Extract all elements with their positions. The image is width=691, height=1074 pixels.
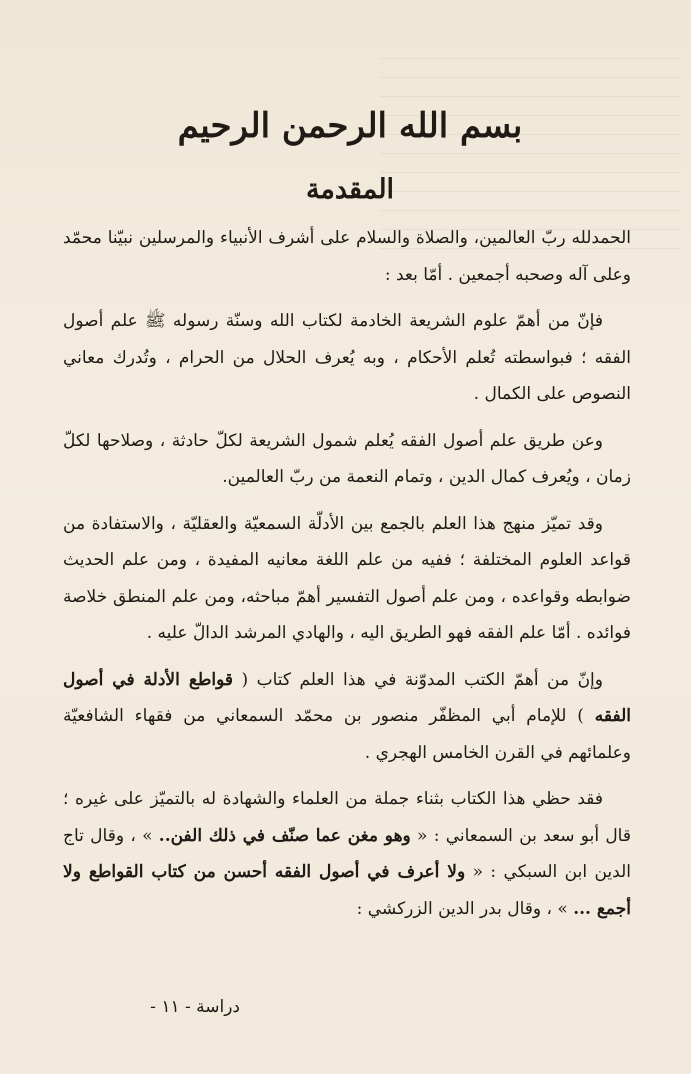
paragraph bbox=[63, 662, 631, 772]
text-segment: » ، وقال تاج الدين ابن السبكي : « bbox=[63, 825, 631, 882]
body-text bbox=[63, 220, 631, 937]
bold-quote: قواطع الأدلة في أصول الفقه bbox=[63, 669, 631, 726]
text-segment: وقد تميّز منهج هذا العلم بالجمع بين الأدلّة السمعيّة والعقليّة ، والاستفادة من قواعد العلوم المختلفة ؛ ففيه من علم اللغة معانيه المفيدة ، ومن علم الحديث ضوابطه وقواعده ، ومن علم أصول التفسير أهمّ مباحثه، ومن علم المنطق خلاصة فوائده . أمّا علم الفقه فهو الطريق اليه ، والهادي المرشد الدالّ عليه . bbox=[63, 513, 631, 643]
paragraph bbox=[63, 303, 631, 413]
text-segment: » ، وقال بدر الدين الزركشي : bbox=[356, 898, 574, 919]
bold-quote: ولا أعرف في أصول الفقه أحسن من كتاب القواطع ولا أجمع ... bbox=[63, 862, 631, 919]
paragraph bbox=[63, 423, 631, 496]
paragraph bbox=[63, 220, 631, 293]
basmala-title: بسم الله الرحمن الرحيم bbox=[177, 106, 523, 146]
text-segment: فإنّ من أهمّ علوم الشريعة الخادمة لكتاب الله وسنّة رسوله ﷺ علم أصول الفقه ؛ فبواسطته تُعلم الأحكام ، وبه يُعرف الحلال من الحرام ، وتُدرك معاني النصوص على الكمال . bbox=[63, 311, 631, 404]
bold-quote: وهو مغن عما صنّف في ذلك الفن.. bbox=[158, 825, 411, 846]
paragraph bbox=[63, 506, 631, 652]
section-heading: المقدمة bbox=[305, 174, 395, 205]
paragraph bbox=[63, 781, 631, 927]
text-segment: وإنّ من أهمّ الكتب المدوّنة في هذا العلم كتاب ( bbox=[233, 669, 603, 690]
text-segment: فقد حظي هذا الكتاب بثناء جملة من العلماء والشهادة له بالتميّز على غيره ؛ قال أبو سعد بن السمعاني : « bbox=[63, 789, 631, 846]
text-segment: ) للإمام أبي المظفّر منصور بن محمّد السمعاني من فقهاء الشافعيّة وعلمائهم في القرن الخامس الهجري . bbox=[63, 706, 631, 763]
text-segment: الحمدلله ربّ العالمين، والصلاة والسلام على أشرف الأنبياء والمرسلين نبيّنا محمّد وعلى آله وصحبه أجمعين . أمّا بعد : bbox=[63, 228, 631, 285]
page-footer: دراسة - ١١ - bbox=[150, 997, 240, 1017]
text-segment: وعن طريق علم أصول الفقه يُعلم شمول الشريعة لكلّ حادثة ، وصلاحها لكلّ زمان ، ويُعرف كمال الدين ، وتمام النعمة من ربّ العالمين. bbox=[63, 430, 631, 487]
